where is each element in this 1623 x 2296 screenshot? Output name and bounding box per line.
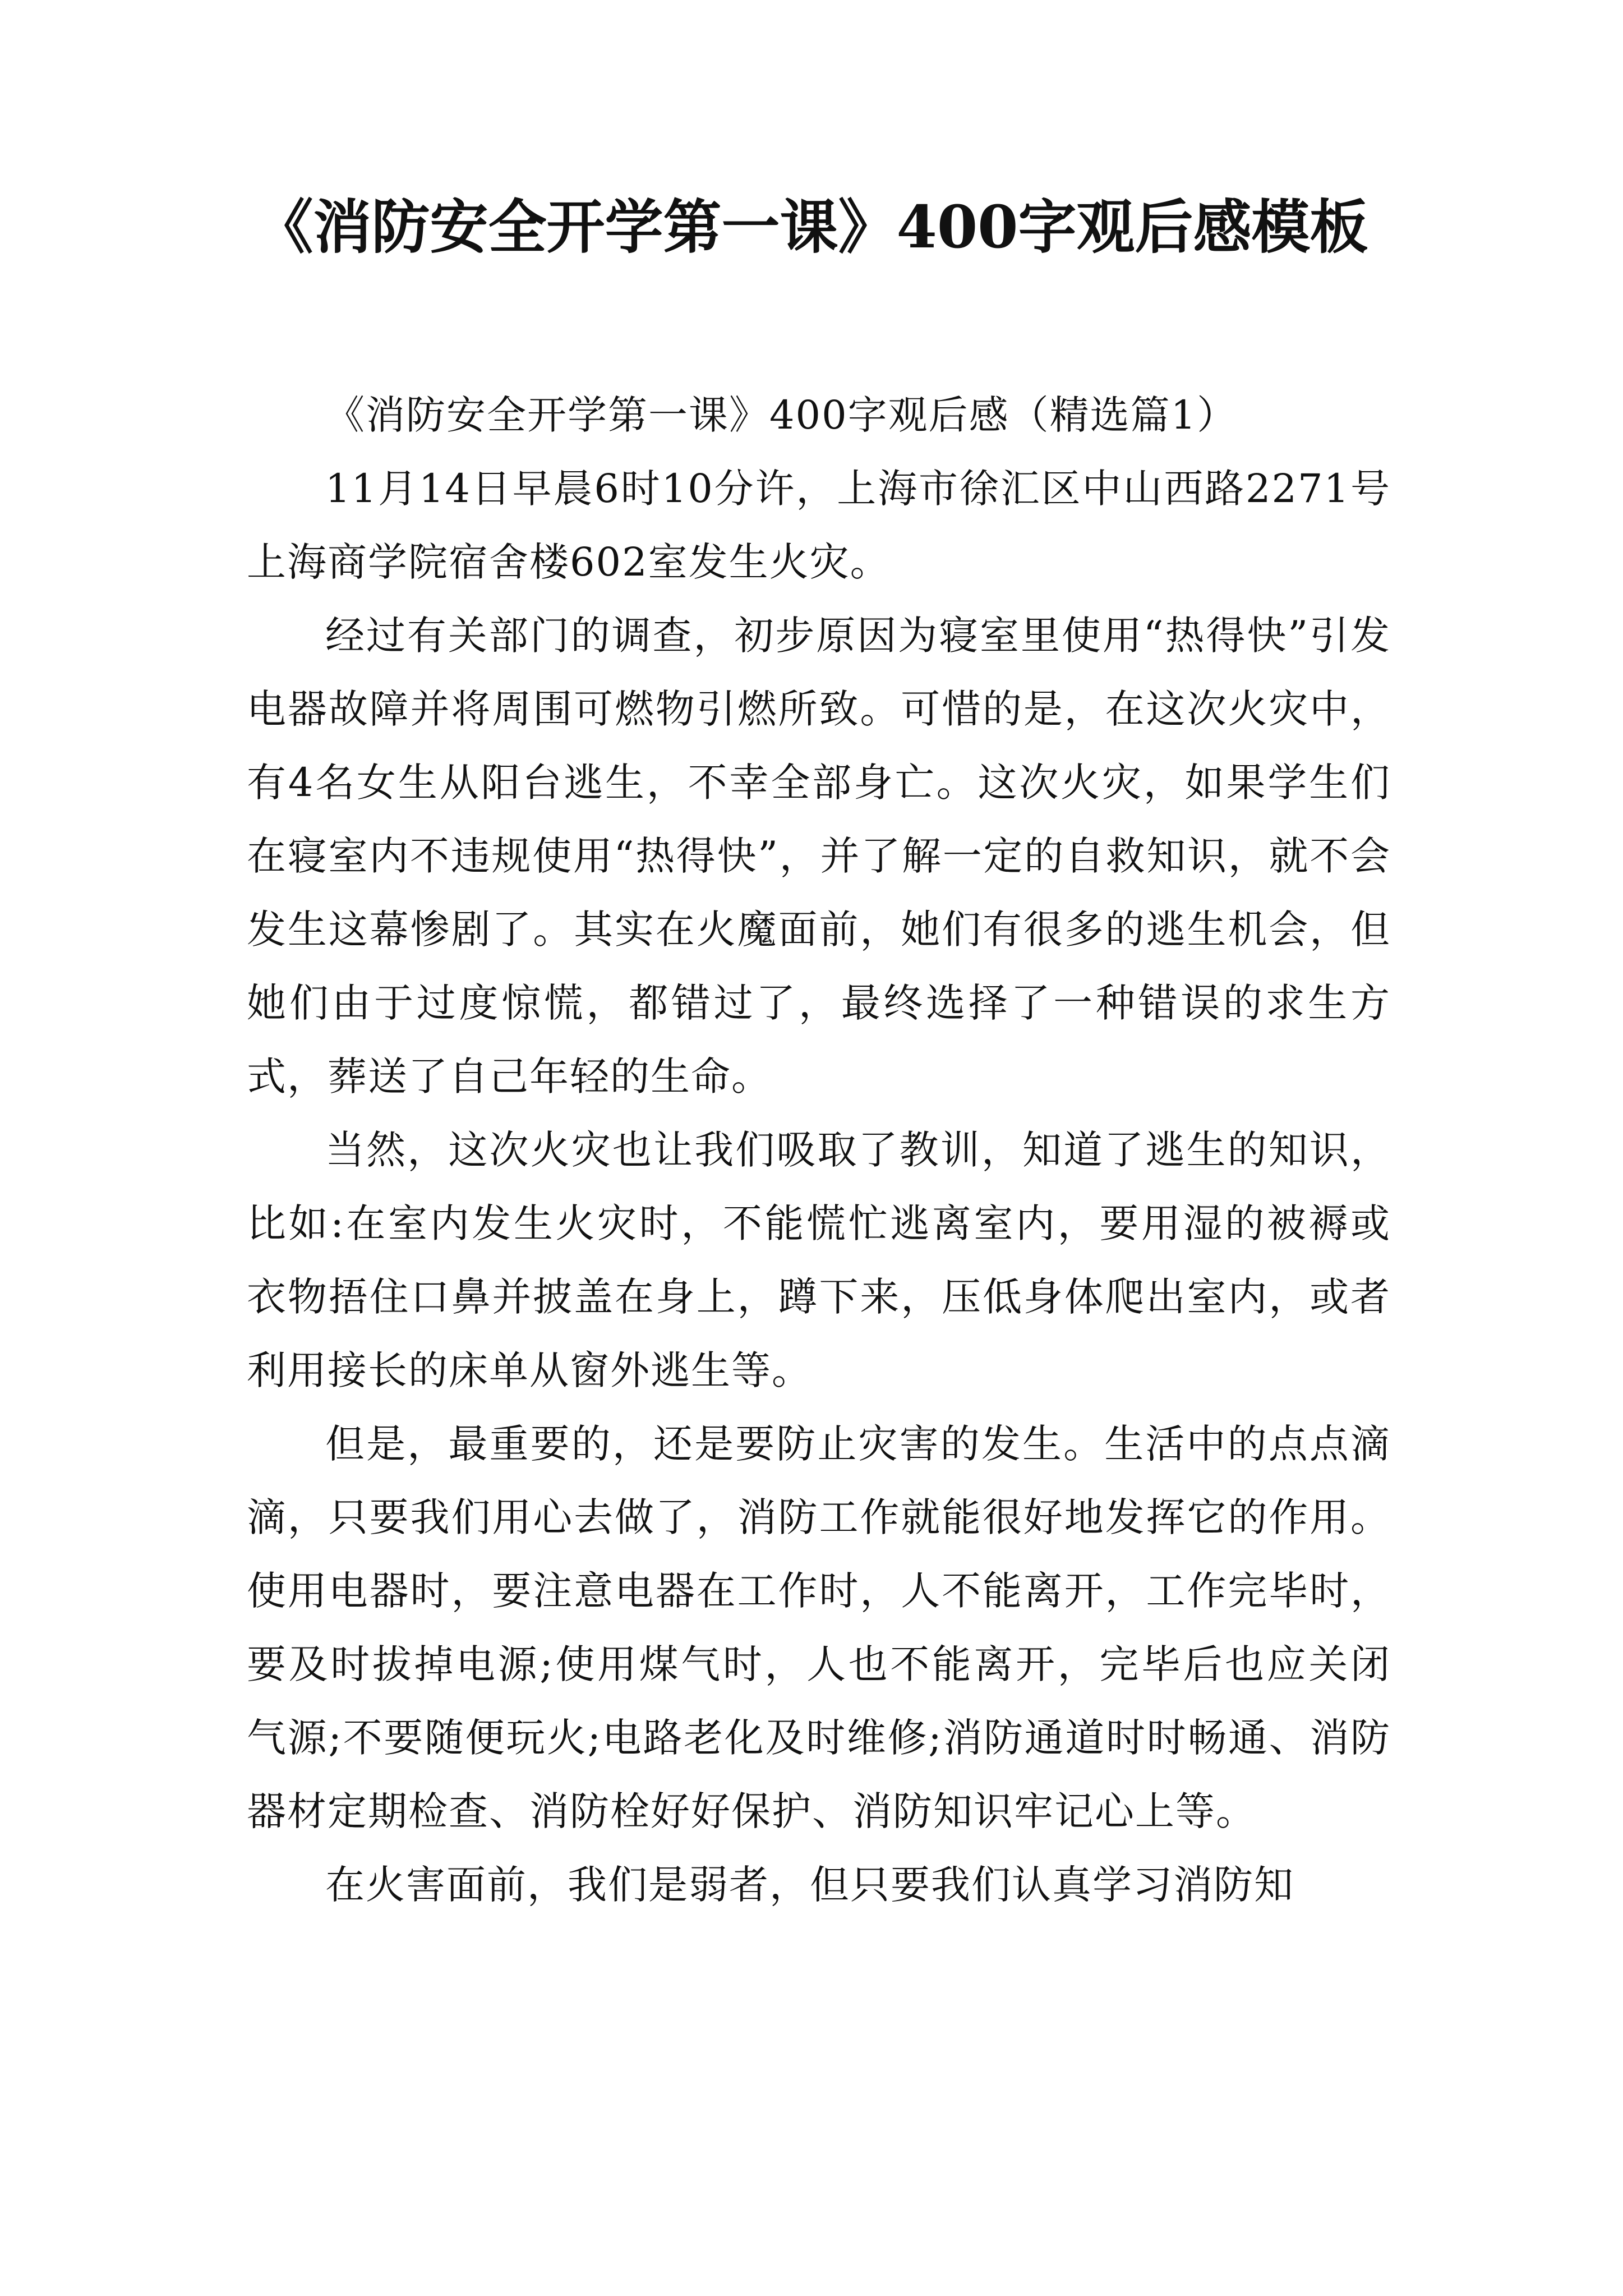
document-title: 《消防安全开学第一课》400字观后感模板 — [255, 192, 1368, 261]
document-body — [247, 379, 1391, 1922]
paragraph-2: 经过有关部门的调查，初步原因为寝室里使用“热得快”引发电器故障并将周围可燃物引燃所致。可惜的是，在这次火灾中，有4名女生从阳台逃生，不幸全部身亡。这次火灾，如果学生们在寝室内不违规使用“热得快”，并了解一定的自救知识，就不会发生这幕惨剧了。其实在火魔面前，她们有很多的逃生机会，但她们由于过度惊慌，都错过了，最终选择了一种错误的求生方式，葬送了自己年轻的生命。 — [247, 613, 1391, 1099]
paragraph-5: 在火害面前，我们是弱者，但只要我们认真学习消防知 — [325, 1862, 1294, 1908]
paragraph-3: 当然，这次火灾也让我们吸取了教训，知道了逃生的知识，比如:在室内发生火灾时，不能慌忙逃离室内，要用湿的被褥或衣物捂住口鼻并披盖在身上，蹲下来，压低身体爬出室内，或者利用接长的床单从窗外逃生等。 — [247, 1127, 1391, 1393]
paragraph-1: 11月14日早晨6时10分许，上海市徐汇区中山西路2271号上海商学院宿舍楼602室发生火灾。 — [247, 466, 1391, 585]
paragraph-4: 但是，最重要的，还是要防止灾害的发生。生活中的点点滴滴，只要我们用心去做了，消防工作就能很好地发挥它的作用。使用电器时，要注意电器在工作时，人不能离开，工作完毕时，要及时拔掉电源;使用煤气时，人也不能离开，完毕后也应关闭气源;不要随便玩火;电路老化及时维修;消防通道时时畅通、消防器材定期检查、消防栓好好保护、消防知识牢记心上等。 — [247, 1421, 1391, 1834]
section-subtitle: 《消防安全开学第一课》400字观后感（精选篇1） — [325, 392, 1238, 438]
